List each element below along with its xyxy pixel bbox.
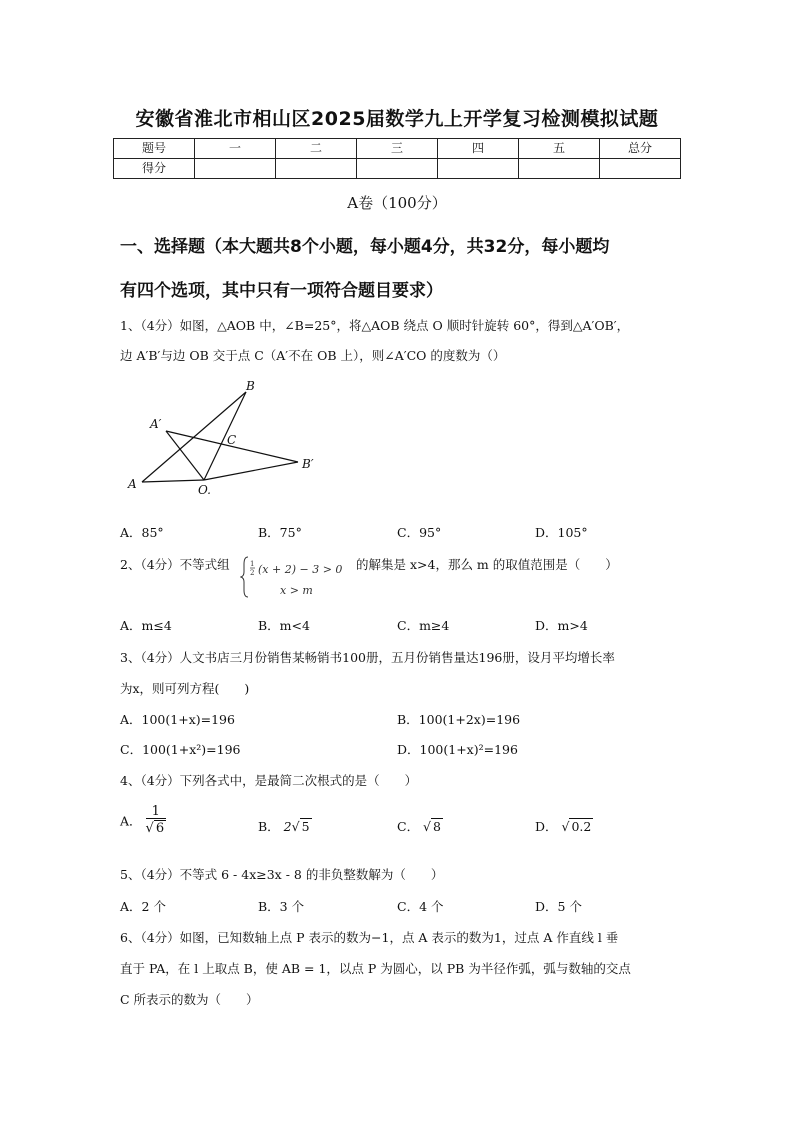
part1-heading-line1: 一、选择题（本大题共8个小题，每小题4分，共32分，每小题均 [120, 237, 610, 257]
score-cell[interactable] [276, 159, 357, 179]
score-header-cell: 五 [519, 139, 600, 159]
label-A-prime: A′ [150, 417, 162, 431]
q4-option-c[interactable]: C． √ 8 [397, 819, 441, 834]
q1-line2: 边 A′B′与边 OB 交于点 C（A′不在 OB 上），则∠A′CO 的度数为（） [120, 348, 506, 363]
label-C: C [227, 433, 237, 447]
q2-prefix: 2、（4分）不等式组 [120, 557, 230, 572]
q5-option-c[interactable]: C．4 个 [397, 899, 444, 914]
exam-title: 安徽省淮北市相山区2025届数学九上开学复习检测模拟试题 [135, 108, 659, 130]
q2-option-c[interactable]: C．m≥4 [397, 618, 450, 633]
q2-option-d[interactable]: D．m>4 [535, 618, 588, 633]
q4-option-b[interactable]: B． 2√ 5 [258, 819, 310, 834]
q1-option-a[interactable]: A．85° [120, 525, 164, 540]
q5-line1: 5、（4分）不等式 6 - 4x≥3x - 8 的非负整数解为（ ） [120, 867, 444, 882]
line-AO [142, 480, 204, 482]
label-B: B [246, 379, 255, 393]
q1-option-d[interactable]: D．105° [535, 525, 588, 540]
svg-text:2: 2 [250, 569, 255, 577]
score-cell[interactable] [438, 159, 519, 179]
line-OB [204, 392, 246, 480]
q3-line1: 3、（4分）人文书店三月份销售某畅销书100册，五月份销售量达196册，设月平均增长率 [120, 650, 615, 665]
score-cell[interactable] [195, 159, 276, 179]
q5-option-d[interactable]: D．5 个 [535, 899, 582, 914]
q1-triangle-figure [120, 376, 330, 501]
score-header-cell: 题号 [114, 139, 195, 159]
q2-suffix: 的解集是 x>4，那么 m 的取值范围是（ ） [356, 557, 618, 572]
q2-option-b[interactable]: B．m<4 [258, 618, 310, 633]
score-cell[interactable] [600, 159, 681, 179]
system-brace [241, 557, 248, 597]
fraction-1-over-sqrt6: $\frac{1}{√ 6}$ [145, 804, 165, 836]
q6-line2: 直于 PA，在 l 上取点 B，使 AB = 1，以点 P 为圆心，以 PB 为半径作弧，弧与数轴的交点 [120, 961, 631, 976]
part1-heading-line2: 有四个选项，其中只有一项符合题目要求） [120, 281, 443, 301]
score-table-score-row [114, 159, 681, 179]
section-a-heading: A卷（100分） [347, 194, 447, 212]
q3-option-a[interactable]: A．100(1+x)=196 [120, 712, 235, 727]
q4-option-a[interactable]: A． $\frac{1}{√ 6}$ [120, 804, 165, 836]
q1-option-b[interactable]: B．75° [258, 525, 302, 540]
score-row-label: 得分 [114, 159, 195, 179]
label-B-prime: B′ [302, 457, 314, 471]
q6-line1: 6、（4分）如图，已知数轴上点 P 表示的数为−1，点 A 表示的数为1，过点 A 作直线 l 垂 [120, 930, 619, 945]
q5-option-a[interactable]: A．2 个 [120, 899, 166, 914]
q3-option-d[interactable]: D．100(1+x)²=196 [397, 742, 518, 757]
score-header-cell: 总分 [600, 139, 681, 159]
score-header-cell: 一 [195, 139, 276, 159]
label-O: O. [198, 483, 211, 497]
q4-line1: 4、（4分）下列各式中，是最简二次根式的是（ ） [120, 773, 418, 788]
q5-option-b[interactable]: B．3 个 [258, 899, 305, 914]
score-cell[interactable] [357, 159, 438, 179]
system-line2: x > m [280, 584, 313, 597]
q1-option-c[interactable]: C．95° [397, 525, 442, 540]
score-cell[interactable] [519, 159, 600, 179]
q3-option-b[interactable]: B．100(1+2x)=196 [397, 712, 521, 727]
svg-text:1: 1 [250, 560, 255, 568]
q1-line1: 1、（4分）如图，△AOB 中，∠B=25°，将△AOB 绕点 O 顺时针旋转 60°，得到△A′OB′， [120, 318, 630, 333]
score-table-header-row [114, 139, 681, 159]
label-A: A [128, 477, 137, 491]
svg-text:(x + 2) − 3 > 0: (x + 2) − 3 > 0 [258, 563, 343, 576]
q2-inequality-system [240, 554, 360, 600]
line-OB1 [204, 462, 298, 480]
q3-line2: 为x，则可列方程( ) [120, 681, 250, 696]
score-header-cell: 四 [438, 139, 519, 159]
score-header-cell: 二 [276, 139, 357, 159]
score-table [113, 138, 681, 179]
q6-line3: C 所表示的数为（ ） [120, 992, 259, 1007]
q3-option-c[interactable]: C．100(1+x²)=196 [120, 742, 241, 757]
q2-option-a[interactable]: A．m≤4 [120, 618, 172, 633]
score-header-cell: 三 [357, 139, 438, 159]
q4-option-d[interactable]: D． √ 0.2 [535, 819, 592, 834]
